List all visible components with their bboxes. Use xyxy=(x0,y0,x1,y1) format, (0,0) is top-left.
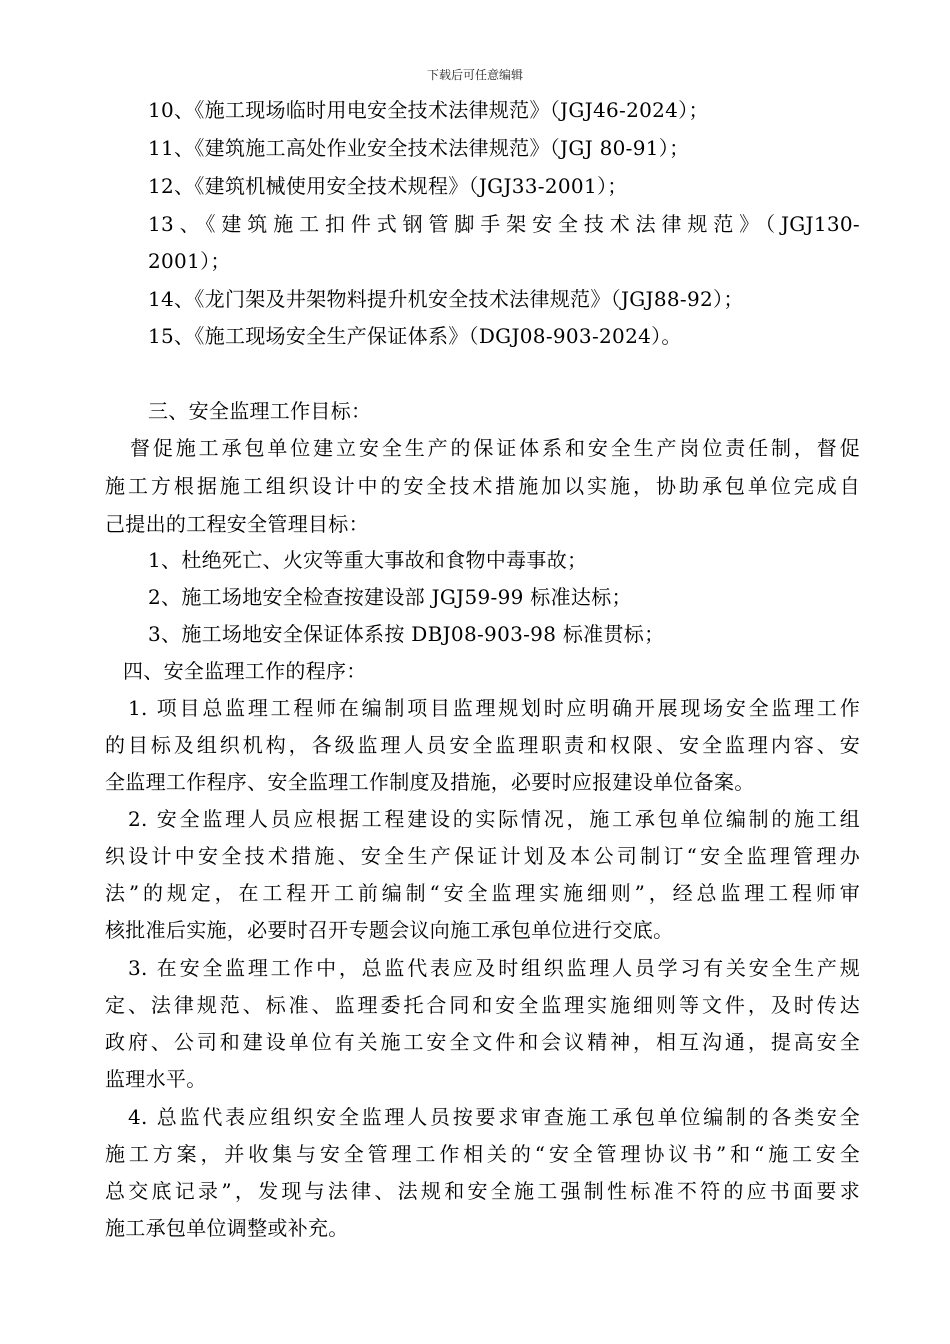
reference-item-13-continued: 2001）； xyxy=(148,249,231,273)
reference-item-13: 13、《建筑施工扣件式钢管脚手架安全技术法律规范》（JGJ130- xyxy=(148,212,860,236)
procedure-4-line-1: 4. 总监代表应组织安全监理人员按要求审查施工承包单位编制的各类安全 xyxy=(128,1105,860,1129)
section-3-heading: 三、安全监理工作目标： xyxy=(148,399,372,423)
procedure-1-line-2: 的目标及组织机构，各级监理人员安全监理职责和权限、安全监理内容、安 xyxy=(105,733,860,757)
goal-item-1: 1、杜绝死亡、火灾等重大事故和食物中毒事故； xyxy=(148,548,588,572)
procedure-4-line-4: 施工承包单位调整或补充。 xyxy=(105,1216,349,1240)
procedure-3-line-2: 定、法律规范、标准、监理委托合同和安全监理实施细则等文件，及时传达 xyxy=(105,993,860,1017)
page-header: 下载后可任意编辑 xyxy=(426,68,523,82)
procedure-1-line-3: 全监理工作程序、安全监理工作制度及措施，必要时应报建设单位备案。 xyxy=(105,770,755,794)
procedure-3-line-1: 3. 在安全监理工作中，总监代表应及时组织监理人员学习有关安全生产规 xyxy=(128,956,860,980)
reference-item-12: 12、《建筑机械使用安全技术规程》（JGJ33-2001）； xyxy=(148,174,628,198)
procedure-2-line-1: 2. 安全监理人员应根据工程建设的实际情况，施工承包单位编制的施工组 xyxy=(128,807,860,831)
section-3-intro-line-1: 督促施工承包单位建立安全生产的保证体系和安全生产岗位责任制，督促 xyxy=(130,436,860,460)
procedure-3-line-3: 政府、公司和建设单位有关施工安全文件和会议精神，相互沟通，提高安全 xyxy=(105,1030,860,1054)
procedure-4-line-3: 总交底记录”，发现与法律、法规和安全施工强制性标准不符的应书面要求 xyxy=(105,1179,860,1203)
reference-item-10: 10、《施工现场临时用电安全技术法律规范》（JGJ46-2024）； xyxy=(148,98,709,122)
reference-item-15: 15、《施工现场安全生产保证体系》（DGJ08-903-2024）。 xyxy=(148,324,682,348)
procedure-2-line-4: 核批准后实施，必要时召开专题会议向施工承包单位进行交底。 xyxy=(105,918,674,942)
procedure-1-line-1: 1. 项目总监理工程师在编制项目监理规划时应明确开展现场安全监理工作 xyxy=(128,696,860,720)
goal-item-3: 3、施工场地安全保证体系按 DBJ08-903-98 标准贯标； xyxy=(148,622,665,646)
goal-item-2: 2、施工场地安全检查按建设部 JGJ59-99 标准达标； xyxy=(148,585,632,609)
reference-item-11: 11、《建筑施工高处作业安全技术法律规范》（JGJ 80-91）； xyxy=(148,136,690,160)
reference-item-14: 14、《龙门架及井架物料提升机安全技术法律规范》（JGJ88-92）； xyxy=(148,287,744,311)
section-3-intro-line-3: 己提出的工程安全管理目标： xyxy=(105,512,369,536)
section-3-intro-line-2: 施工方根据施工组织设计中的安全技术措施加以实施，协助承包单位完成自 xyxy=(105,474,860,498)
procedure-2-line-2: 织设计中安全技术措施、安全生产保证计划及本公司制订“安全监理管理办 xyxy=(105,844,860,868)
procedure-2-line-3: 法”的规定，在工程开工前编制“安全监理实施细则”，经总监理工程师审 xyxy=(105,881,860,905)
procedure-3-line-4: 监理水平。 xyxy=(105,1067,207,1091)
section-4-heading: 四、安全监理工作的程序： xyxy=(123,659,367,683)
procedure-4-line-2: 施工方案，并收集与安全管理工作相关的“安全管理协议书”和“施工安全 xyxy=(105,1142,860,1166)
